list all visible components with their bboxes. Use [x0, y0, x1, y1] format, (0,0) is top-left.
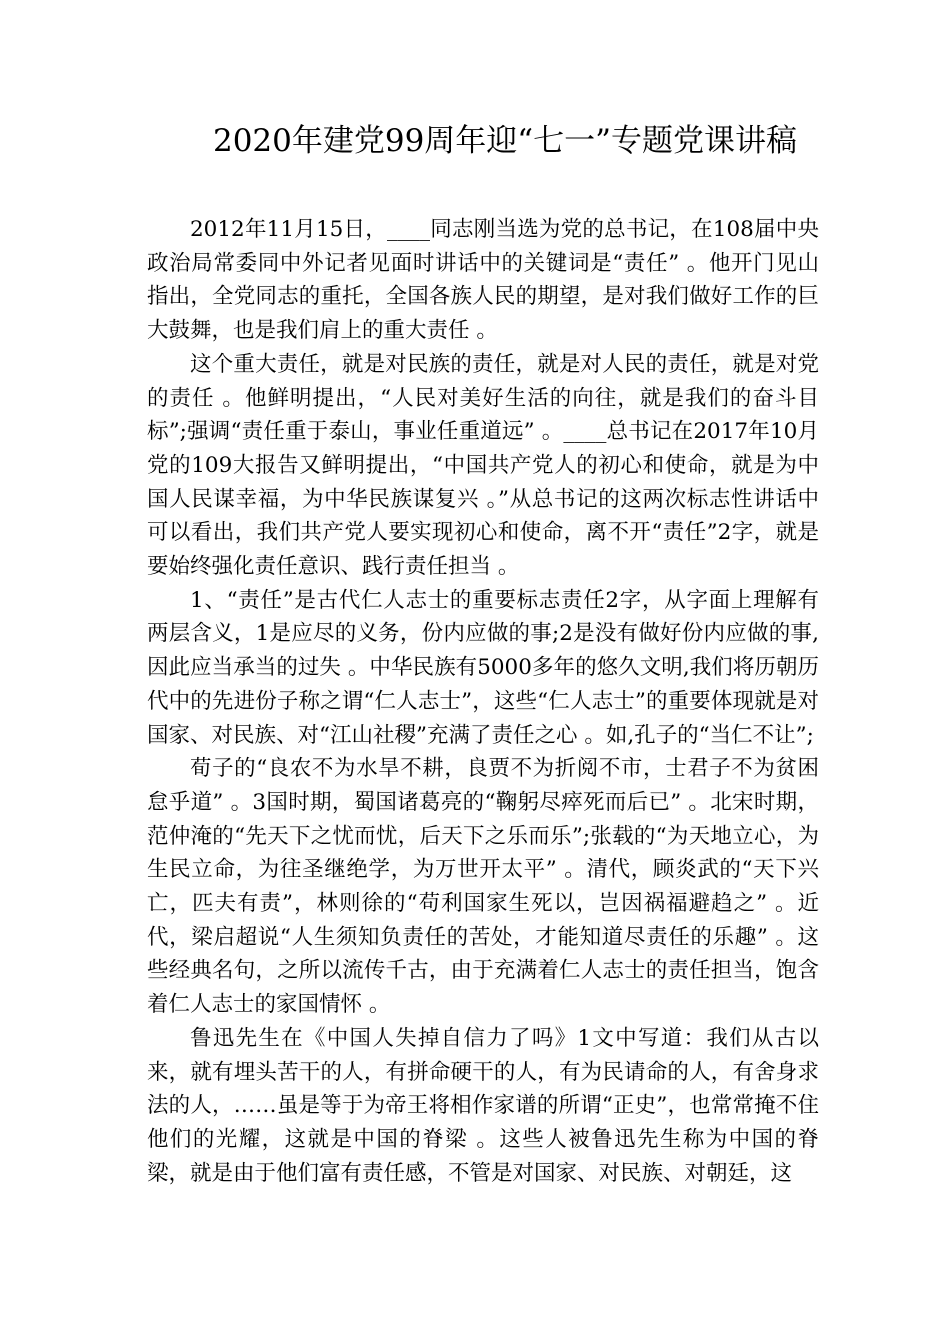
paragraph: 1、“责任”是古代仁人志士的重要标志责任2字，从字面上理解有两层含义，1是应尽的义务，份内应做的事;2是没有做好份内应做的事,因此应当承当的过失 。中华民族有5000多年的悠久文明,我们将历朝历代中的先进份子称之谓“仁人志士”，这些“仁人志士”的重要体现就是对国家、对民族、对“江山社稷”充满了责任之心 。如,孔子的“当仁不让”; [147, 587, 819, 748]
document-body [147, 213, 819, 1190]
paragraph: 荀子的“良农不为水旱不耕，良贾不为折阅不市，士君子不为贫困怠乎道” 。3国时期，蜀国诸葛亮的“鞠躬尽瘁死而后已” 。北宋时期，范仲淹的“先天下之忧而忧，后天下之乐而乐”;张载的“为天地立心，为生民立命，为往圣继绝学，为万世开太平” 。清代，顾炎武的“天下兴亡，匹夫有责”，林则徐的“苟利国家生死以，岂因祸福避趋之” 。近代，梁启超说“人生须知负责任的苦处，才能知道尽责任的乐趣” 。这些经典名句，之所以流传千古，由于充满着仁人志士的责任担当，饱含着仁人志士的家国情怀 。 [147, 756, 819, 1018]
paragraph: 2012年11月15日，____同志刚当选为党的总书记，在108届中央政治局常委同中外记者见面时讲话中的关键词是“责任” 。他开门见山指出，全党同志的重托，全国各族人民的期望，是对我们做好工作的巨大鼓舞，也是我们肩上的重大责任 。 [147, 217, 819, 344]
paragraph: 鲁迅先生在《中国人失掉自信力了吗》1文中写道：我们从古以来，就有埋头苦干的人，有拼命硬干的人，有为民请命的人，有舍身求法的人，……虽是等于为帝王将相作家谱的所谓“正史”，也常常掩不住他们的光耀，这就是中国的脊梁 。这些人被鲁迅先生称为中国的脊梁，就是由于他们富有责任感，不管是对国家、对民族、对朝廷，这 [147, 1025, 819, 1186]
paragraph: 这个重大责任，就是对民族的责任，就是对人民的责任，就是对党的责任 。他鲜明提出，“人民对美好生活的向往，就是我们的奋斗目标”;强调“责任重于泰山，事业任重道远” 。____总书记在2017年10月党的109大报告又鲜明提出，“中国共产党人的初心和使命，就是为中国人民谋幸福，为中华民族谋复兴 。”从总书记的这两次标志性讲话中可以看出，我们共产党人要实现初心和使命，离不开“责任”2字，就是要始终强化责任意识、践行责任担当 。 [147, 351, 819, 580]
document-title: 2020年建党99周年迎“七一”专题党课讲稿 [212, 123, 798, 159]
